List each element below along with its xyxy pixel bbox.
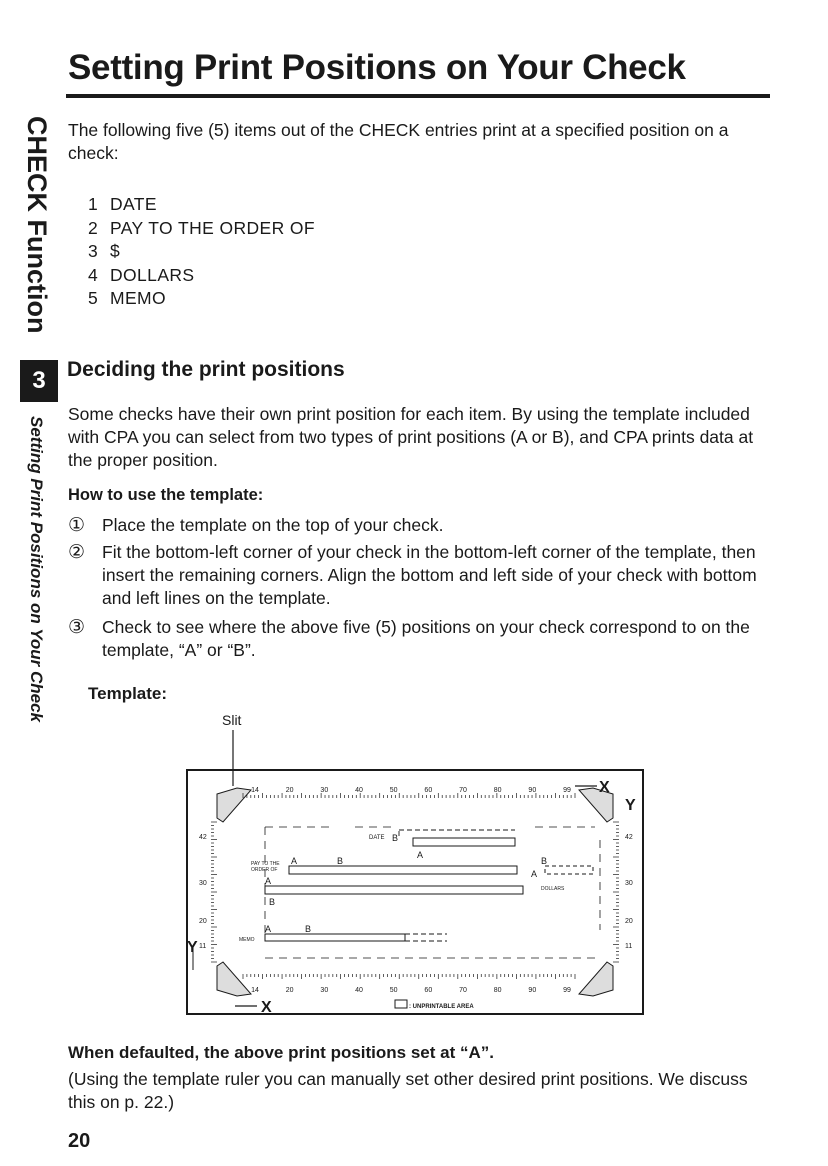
chapter-number-badge: 3: [20, 360, 58, 402]
ruler-tick-label: 90: [528, 987, 537, 994]
ruler-tick-label: 30: [320, 787, 329, 794]
ruler-tick-label: 50: [389, 987, 398, 994]
check-items-list: [88, 193, 315, 311]
ruler-tick-label: 99: [563, 787, 571, 794]
item-number: 3: [88, 241, 99, 261]
step-2: [68, 541, 768, 610]
page-title: Setting Print Positions on Your Check: [68, 48, 686, 87]
item-number: 4: [88, 264, 99, 285]
ruler-tick-label: 14: [251, 987, 259, 994]
check-template-figure: [185, 730, 645, 1020]
x-axis-label: X: [261, 999, 272, 1016]
memo-dashed-box: [405, 934, 447, 941]
item-label: $: [110, 241, 121, 261]
memo-field-box: [265, 934, 405, 941]
y-axis-label-top: Y: [625, 797, 636, 814]
howto-heading: How to use the template:: [68, 486, 264, 504]
parenthetical-note: (Using the template ruler you can manually set other desired print positions. We discuss this on p. 22.): [68, 1069, 748, 1112]
section-side-title: [22, 410, 56, 790]
list-item: [88, 287, 315, 311]
date-field-box: [413, 838, 515, 846]
ruler-tick-label: 99: [563, 987, 571, 994]
option-a-dollar: A: [531, 869, 538, 879]
ruler-tick-label: 60: [424, 987, 433, 994]
dashed-outline: [265, 827, 600, 958]
ruler-tick-label: 70: [459, 987, 467, 994]
ruler-tick-label: 42: [199, 834, 207, 841]
ruler-tick-label: 30: [625, 880, 633, 887]
ruler-tick-label: 80: [493, 987, 502, 994]
option-a-date: A: [417, 850, 424, 860]
section-heading: Deciding the print positions: [67, 358, 345, 381]
ruler-tick-label: 30: [320, 987, 329, 994]
title-rule: [66, 94, 770, 98]
pay-field-box: [289, 866, 517, 874]
option-b-pay: B: [337, 856, 344, 866]
ruler-tick-label: 14: [251, 787, 259, 794]
dollar-field-box: [545, 866, 593, 874]
step-3: [68, 616, 768, 662]
option-b-memo: B: [305, 924, 312, 934]
legend-swatch: [395, 1000, 407, 1008]
ruler-tick-label: 70: [459, 787, 467, 794]
list-item: [88, 217, 315, 241]
option-a-pay: A: [291, 856, 298, 866]
option-b-dollars: B: [269, 897, 276, 907]
ruler-tick-label: 20: [199, 918, 207, 925]
step-text: Fit the bottom-left corner of your check in the bottom-left corner of the template, then insert the remaining corners. Align the bottom and left side of your check with bottom and left lines on the template.: [102, 542, 757, 608]
ruler-tick-label: 42: [625, 834, 633, 841]
option-b-date: B: [392, 833, 399, 843]
option-b-dollar: B: [541, 856, 548, 866]
section-side-text: Setting Print Positions on Your Check: [27, 416, 46, 723]
section-paragraph: Some checks have their own print position for each item. By using the template included with CPA you can select from two types of print positions (A or B), and CPA prints data at the proper position.: [68, 404, 754, 470]
ruler-tick-label: 20: [285, 787, 294, 794]
item-label: MEMO: [110, 288, 167, 308]
list-item: [88, 264, 315, 288]
dollars-label: DOLLARS: [541, 886, 565, 892]
legend-text: : UNPRINTABLE AREA: [409, 1004, 474, 1010]
step-1: [68, 514, 768, 537]
step-text: Place the template on the top of your check.: [102, 515, 444, 535]
ruler-tick-label: 30: [199, 880, 207, 887]
step-marker: ①: [68, 515, 86, 536]
default-note: When defaulted, the above print positions set at “A”.: [68, 1043, 494, 1062]
ruler-tick-label: 20: [285, 987, 294, 994]
step-marker: ③: [68, 617, 86, 638]
ruler-tick-label: 50: [389, 787, 398, 794]
corner-top-left: [217, 788, 251, 822]
ruler-tick-label: 60: [424, 787, 433, 794]
item-number: 1: [88, 194, 99, 214]
date-dashed-box: [399, 830, 515, 836]
corner-bottom-right: [579, 962, 613, 996]
chapter-title-text: CHECK Function: [22, 116, 52, 334]
step-text: Check to see where the above five (5) positions on your check correspond to on the template, “A” or “B”.: [102, 617, 750, 660]
pay-label-line2: ORDER OF: [251, 867, 278, 873]
item-label: PAY TO THE ORDER OF: [110, 217, 316, 238]
y-axis-label: Y: [187, 939, 198, 956]
ruler-tick-label: 40: [355, 787, 363, 794]
item-label: DOLLARS: [110, 264, 195, 285]
date-label: DATE: [369, 835, 385, 841]
corner-bottom-left: [217, 962, 251, 996]
option-a-dollars: A: [265, 876, 272, 886]
option-a-memo: A: [265, 924, 272, 934]
list-item: [88, 240, 315, 264]
list-item: [88, 193, 315, 217]
ruler-tick-label: 80: [493, 787, 502, 794]
x-axis-label-top: X: [599, 779, 610, 796]
pay-label-line1: PAY TO THE: [251, 861, 280, 867]
template-frame: [187, 770, 643, 1014]
bottom-ruler: [243, 974, 575, 979]
ruler-tick-label: 90: [528, 787, 537, 794]
ruler-tick-label: 20: [625, 918, 633, 925]
intro-paragraph: The following five (5) items out of the CHECK entries print at a specified position on a check:: [68, 120, 729, 163]
memo-label: MEMO: [239, 937, 255, 943]
step-marker: ②: [68, 542, 86, 563]
item-label: DATE: [110, 194, 157, 214]
slit-label: Slit: [222, 712, 242, 728]
dollars-line-box: [265, 886, 523, 894]
page-number: 20: [68, 1130, 91, 1152]
ruler-tick-label: 40: [355, 987, 363, 994]
item-number: 5: [88, 288, 99, 308]
item-number: 2: [88, 217, 99, 238]
chapter-side-title: [18, 116, 58, 352]
template-label: Template:: [88, 684, 168, 703]
ruler-tick-label: 11: [199, 943, 207, 950]
ruler-tick-label: 11: [625, 943, 633, 950]
